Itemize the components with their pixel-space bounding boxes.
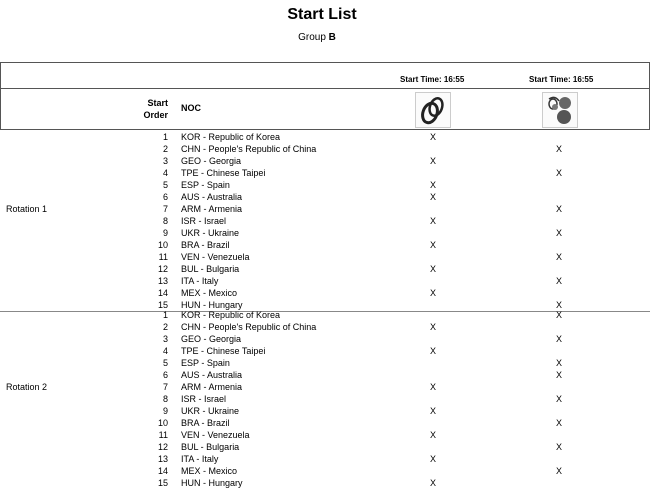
apparatus-2-mark: X (555, 144, 562, 154)
table-row (0, 465, 650, 477)
start-order: 14 (157, 466, 168, 476)
start-order: 3 (162, 156, 168, 166)
start-order: 4 (162, 168, 168, 178)
start-order: 11 (158, 430, 168, 440)
noc-name: AUS - Australia (181, 370, 243, 380)
noc-name: GEO - Georgia (181, 156, 242, 166)
noc-name: BUL - Bulgaria (181, 442, 240, 452)
noc-name: HUN - Hungary (181, 300, 243, 310)
start-time-apparatus-1: Start Time: 16:55 (400, 75, 465, 84)
noc-name: CHN - People's Republic of China (181, 144, 317, 154)
table-row (0, 239, 650, 251)
noc-name: ITA - Italy (181, 276, 219, 286)
start-order: 9 (162, 228, 168, 238)
start-order: 13 (157, 276, 168, 286)
noc-name: AUS - Australia (181, 192, 243, 202)
start-order: 8 (162, 394, 168, 404)
start-order-header: Start Order (143, 98, 168, 120)
apparatus-1-mark: X (429, 180, 436, 190)
apparatus-1-mark: X (429, 264, 436, 274)
group-subtitle (0, 32, 634, 43)
apparatus-1-mark: X (429, 216, 436, 226)
start-order: 6 (162, 370, 168, 380)
apparatus-1-mark: X (429, 382, 436, 392)
start-order: 13 (157, 454, 168, 464)
apparatus-1-mark: X (429, 406, 436, 416)
apparatus-1-mark: X (429, 240, 436, 250)
apparatus-2-mark: X (555, 252, 562, 262)
start-order: 15 (157, 478, 168, 488)
start-order: 9 (162, 406, 168, 416)
noc-name: TPE - Chinese Taipei (181, 346, 266, 356)
start-order: 7 (162, 204, 168, 214)
apparatus-2-mark: X (555, 168, 562, 178)
noc-name: ESP - Spain (181, 180, 230, 190)
noc-name: ITA - Italy (181, 454, 219, 464)
apparatus-2-mark: X (555, 358, 562, 368)
hoop-icon (415, 92, 451, 128)
apparatus-2-mark: X (555, 418, 562, 428)
table-row (0, 215, 650, 227)
clubs-balls-icon (542, 92, 578, 128)
table-row (0, 203, 650, 215)
start-order: 2 (162, 322, 168, 332)
noc-name: TPE - Chinese Taipei (181, 168, 266, 178)
table-row (0, 429, 650, 441)
apparatus-2-mark: X (555, 310, 562, 320)
noc-name: ESP - Spain (181, 358, 230, 368)
apparatus-1-mark: X (429, 346, 436, 356)
start-order: 3 (162, 334, 168, 344)
group-label: Group (298, 32, 326, 43)
noc-name: UKR - Ukraine (181, 406, 240, 416)
start-order: 12 (157, 442, 168, 452)
table-row (0, 155, 650, 167)
apparatus-2-mark: X (555, 300, 562, 310)
table-left-border (0, 62, 1, 130)
noc-name: UKR - Ukraine (181, 228, 240, 238)
start-order: 5 (162, 180, 168, 190)
start-order: 1 (162, 310, 168, 320)
table-row (0, 227, 650, 239)
start-order: 4 (162, 346, 168, 356)
start-order: 11 (158, 252, 168, 262)
apparatus-2-mark: X (555, 276, 562, 286)
noc-name: VEN - Venezuela (181, 252, 250, 262)
start-order: 10 (157, 240, 168, 250)
start-order: 6 (162, 192, 168, 202)
noc-name: ISR - Israel (181, 216, 227, 226)
apparatus-1-mark: X (429, 478, 436, 488)
table-row (0, 179, 650, 191)
table-row (0, 405, 650, 417)
table-row (0, 131, 650, 143)
noc-name: KOR - Republic of Korea (181, 310, 281, 320)
noc-name: GEO - Georgia (181, 334, 242, 344)
noc-name: HUN - Hungary (181, 478, 243, 488)
table-row (0, 477, 650, 489)
noc-name: ARM - Armenia (181, 204, 243, 214)
page-title: Start List (287, 6, 357, 23)
noc-name: ISR - Israel (181, 394, 227, 404)
apparatus-2-mark: X (555, 204, 562, 214)
group-value: B (328, 32, 336, 43)
header-divider (0, 88, 650, 89)
noc-name: ARM - Armenia (181, 382, 243, 392)
table-row (0, 287, 650, 299)
noc-name: BUL - Bulgaria (181, 264, 240, 274)
table-row (0, 381, 650, 393)
noc-name: BRA - Brazil (181, 418, 230, 428)
apparatus-1-mark: X (429, 132, 436, 142)
apparatus-2-mark: X (555, 228, 562, 238)
apparatus-1-mark: X (429, 288, 436, 298)
rotation-1-label: Rotation 1 (6, 204, 48, 214)
apparatus-1-mark: X (429, 156, 436, 166)
start-order: 10 (157, 418, 168, 428)
apparatus-2-mark: X (555, 466, 562, 476)
table-top-border (0, 62, 650, 63)
start-order: 1 (162, 132, 168, 142)
apparatus-2-mark: X (555, 442, 562, 452)
table-row (0, 417, 650, 429)
noc-name: MEX - Mexico (181, 466, 238, 476)
header-bottom-border (0, 129, 650, 130)
start-order: 12 (157, 264, 168, 274)
table-row (0, 345, 650, 357)
table-row (0, 393, 650, 405)
start-order: 14 (157, 288, 168, 298)
apparatus-2-mark: X (555, 370, 562, 380)
noc-name: KOR - Republic of Korea (181, 132, 281, 142)
start-order: 5 (162, 358, 168, 368)
apparatus-1-mark: X (429, 430, 436, 440)
table-row (0, 275, 650, 287)
apparatus-1-mark: X (429, 454, 436, 464)
noc-name: CHN - People's Republic of China (181, 322, 317, 332)
apparatus-1-mark: X (429, 192, 436, 202)
apparatus-1-mark: X (429, 322, 436, 332)
table-row (0, 357, 650, 369)
noc-name: MEX - Mexico (181, 288, 238, 298)
noc-name: VEN - Venezuela (181, 430, 250, 440)
table-row (0, 333, 650, 345)
table-row (0, 263, 650, 275)
apparatus-2-mark: X (555, 394, 562, 404)
start-order: 8 (162, 216, 168, 226)
table-row (0, 251, 650, 263)
table-row (0, 143, 650, 155)
noc-name: BRA - Brazil (181, 240, 230, 250)
table-row (0, 453, 650, 465)
rotation-2-label: Rotation 2 (6, 382, 48, 392)
start-order: 15 (157, 300, 168, 310)
table-row (0, 441, 650, 453)
table-row (0, 369, 650, 381)
table-row (0, 321, 650, 333)
table-row (0, 167, 650, 179)
table-row (0, 309, 650, 321)
start-order: 7 (162, 382, 168, 392)
apparatus-2-mark: X (555, 334, 562, 344)
start-time-apparatus-2: Start Time: 16:55 (529, 75, 594, 84)
table-row (0, 191, 650, 203)
noc-header: NOC (181, 103, 201, 113)
start-order: 2 (162, 144, 168, 154)
